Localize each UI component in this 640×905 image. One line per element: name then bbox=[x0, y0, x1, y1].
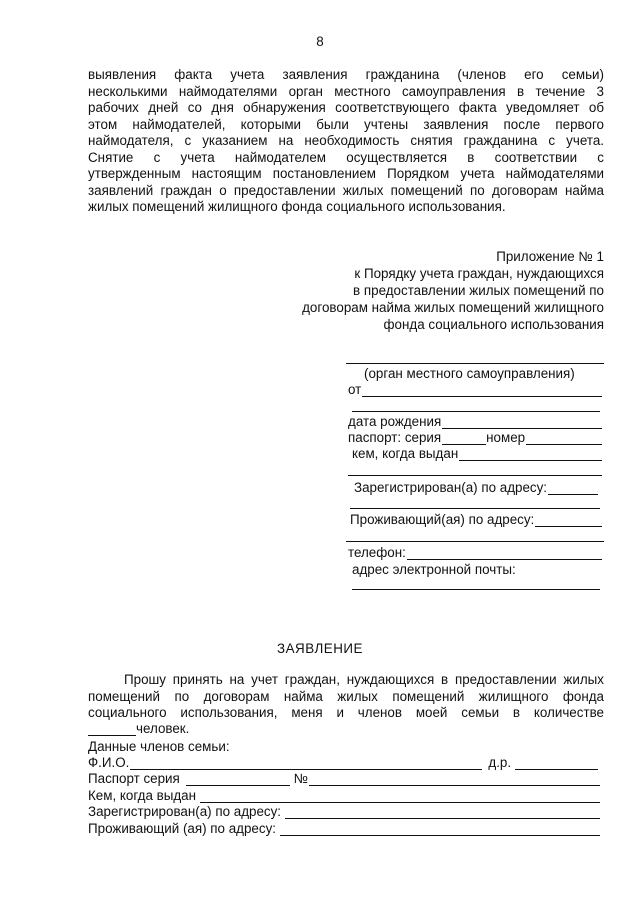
persons-word: человек. bbox=[136, 721, 190, 736]
family-registered-address-input-line[interactable] bbox=[285, 805, 600, 819]
from-label: от bbox=[348, 382, 362, 397]
paragraph-line: жилых помещений жилищного фонда социального использования. bbox=[88, 199, 506, 214]
passport-number-input-line[interactable] bbox=[526, 431, 602, 445]
from-input-line[interactable] bbox=[362, 383, 602, 397]
paragraph-line: несколькими наймодателями орган местного самоуправления в течение 3 bbox=[88, 83, 604, 99]
residing-address-input-line[interactable] bbox=[535, 513, 602, 527]
registered-address-continuation-line[interactable] bbox=[350, 508, 600, 509]
registered-address-input-line[interactable] bbox=[548, 481, 598, 495]
email-input-line[interactable] bbox=[352, 589, 600, 590]
appendix-line: к Порядку учета граждан, нуждающихся bbox=[354, 266, 604, 281]
family-passport-series-label: Паспорт серия bbox=[88, 771, 180, 786]
authority-caption: (орган местного самоуправления) bbox=[364, 366, 575, 381]
family-passport-field bbox=[88, 771, 600, 786]
issued-by-continuation-line[interactable] bbox=[348, 475, 602, 476]
number-sign: № bbox=[293, 771, 309, 786]
paragraph-line: Снятие с учета наймодателем осуществляется в соответствии с bbox=[88, 149, 604, 165]
family-residing-address-field bbox=[88, 821, 600, 836]
statement-line: социального использования, меня и членов моей семьи в количестве bbox=[88, 705, 604, 720]
paragraph-line: утвержденным настоящим постановлением Порядком учета наймодателями bbox=[88, 166, 604, 181]
family-passport-number-input-line[interactable] bbox=[309, 772, 600, 786]
email-label: адрес электронной почты: bbox=[352, 562, 516, 577]
fio-input-line[interactable] bbox=[130, 756, 482, 770]
registered-address-field bbox=[354, 480, 598, 495]
passport-number-label: номер bbox=[486, 430, 526, 445]
phone-input-line[interactable] bbox=[407, 546, 602, 560]
fio-field bbox=[88, 755, 598, 770]
issued-by-input-line[interactable] bbox=[459, 447, 602, 461]
issued-by-label: кем, когда выдан bbox=[352, 446, 459, 461]
birth-date-field bbox=[348, 414, 602, 429]
from-continuation-line[interactable] bbox=[352, 411, 600, 412]
appendix-header bbox=[302, 248, 604, 333]
intro-paragraph bbox=[88, 67, 604, 216]
passport-series-label: паспорт: серия bbox=[348, 430, 442, 445]
paragraph-line: выявления факта учета заявления гражданина (членов его семьи) bbox=[88, 67, 604, 82]
family-residing-address-input-line[interactable] bbox=[280, 822, 600, 836]
registered-address-label: Зарегистрирован(а) по адресу: bbox=[354, 480, 548, 495]
passport-field bbox=[348, 430, 602, 445]
paragraph-line: рабочих дней со дня обнаружения соответствующего факта уведомляет об bbox=[88, 100, 604, 115]
family-registered-address-field bbox=[88, 804, 600, 819]
residing-address-label: Проживающий(ая) по адресу: bbox=[350, 512, 535, 527]
paragraph-line: заявлений граждан о предоставлении жилых помещений по договорам найма bbox=[88, 182, 604, 198]
appendix-line: фонда социального использования bbox=[383, 317, 604, 332]
persons-count-input-line[interactable] bbox=[88, 722, 136, 736]
family-residing-address-label: Проживающий (ая) по адресу: bbox=[88, 821, 276, 836]
birth-date-label: дата рождения bbox=[348, 414, 442, 429]
birth-date-input-line[interactable] bbox=[442, 415, 602, 429]
from-field bbox=[348, 382, 602, 397]
family-passport-series-input-line[interactable] bbox=[186, 772, 290, 786]
appendix-title: Приложение № 1 bbox=[496, 249, 604, 264]
statement-line: помещений по договорам найма жилых помещений жилищного фонда bbox=[88, 688, 604, 704]
persons-count-field bbox=[88, 721, 189, 736]
phone-field bbox=[348, 545, 602, 560]
birth-date-short-label: д.р. bbox=[488, 755, 512, 770]
fio-label: Ф.И.О. bbox=[88, 755, 130, 770]
family-issued-by-field bbox=[88, 788, 600, 803]
birth-date-short-input-line[interactable] bbox=[515, 756, 598, 770]
residing-address-continuation-line[interactable] bbox=[346, 541, 604, 542]
statement-title: ЗАЯВЛЕНИЕ bbox=[277, 641, 363, 656]
family-data-label: Данные членов семьи: bbox=[88, 739, 230, 754]
family-registered-address-label: Зарегистрирован(а) по адресу: bbox=[88, 804, 282, 819]
family-issued-by-label: Кем, когда выдан bbox=[88, 788, 197, 803]
paragraph-line: наймодателя, с указанием на необходимость снятия гражданина с учета. bbox=[88, 133, 604, 148]
issued-by-field bbox=[352, 446, 602, 461]
passport-series-input-line[interactable] bbox=[442, 431, 486, 445]
appendix-line: договорам найма жилых помещений жилищного bbox=[302, 300, 604, 315]
residing-address-field bbox=[350, 512, 602, 527]
authority-blank-line[interactable] bbox=[346, 363, 604, 364]
statement-line: Прошу принять на учет граждан, нуждающихся в предоставлении жилых bbox=[124, 672, 604, 687]
statement-body bbox=[88, 672, 604, 722]
appendix-line: в предоставлении жилых помещений по bbox=[353, 283, 604, 298]
family-issued-by-input-line[interactable] bbox=[200, 789, 600, 803]
paragraph-line: этом наймодателей, которыми были учтены заявления после первого bbox=[88, 116, 604, 132]
phone-label: телефон: bbox=[348, 545, 406, 560]
page-number: 8 bbox=[316, 34, 324, 49]
